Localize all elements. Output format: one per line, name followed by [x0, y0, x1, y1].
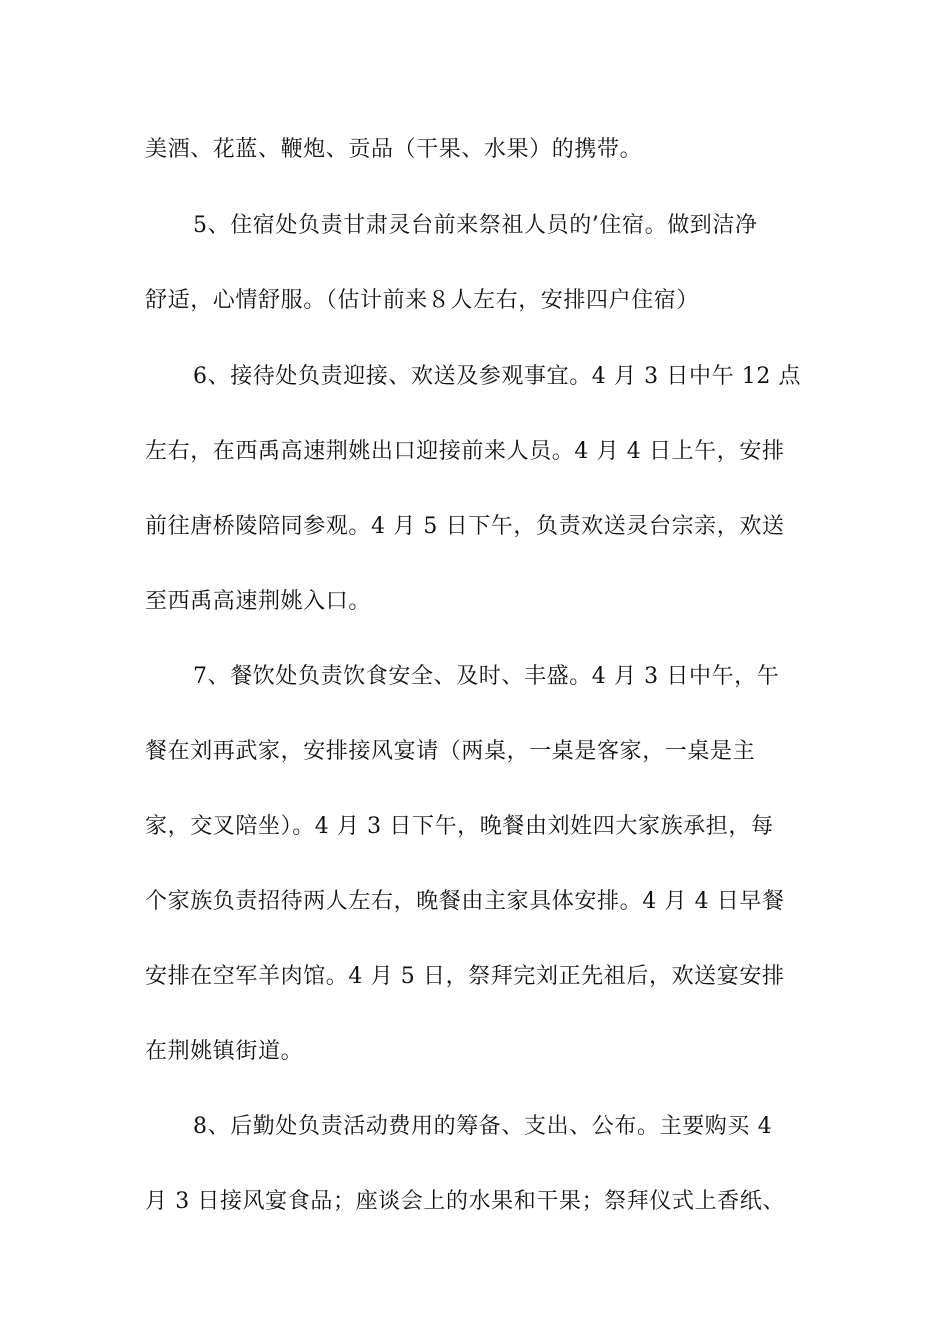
paragraph-6-start: 6、接待处负责迎接、欢送及参观事宜。4 月 3 日中午 12 点 — [193, 364, 802, 389]
text-line: 舒适，心情舒服。（估计前来８人左右，安排四户住宿） — [145, 288, 700, 313]
text-line: 安排在空军羊肉馆。4 月 5 日，祭拜完刘正先祖后，欢送宴安排 — [145, 964, 785, 989]
paragraph-5-start: 5、住宿处负责甘肃灵台前来祭祖人员的’住宿。做到洁净 — [193, 213, 758, 238]
text-line: 左右，在西禹高速荆姚出口迎接前来人员。4 月 4 日上午，安排 — [145, 439, 785, 464]
text-line: 在荆姚镇街道。 — [145, 1039, 304, 1064]
paragraph-8-start: 8、后勤处负责活动费用的筹备、支出、公布。主要购买 4 — [193, 1114, 773, 1139]
text-line: 至西禹高速荆姚入口。 — [145, 589, 372, 614]
text-line: 前往唐桥陵陪同参观。4 月 5 日下午，负责欢送灵台宗亲，欢送 — [145, 514, 785, 539]
text-line: 餐在刘再武家，安排接风宴请（两桌，一桌是客家，一桌是主 — [145, 739, 756, 764]
paragraph-7-start: 7、餐饮处负责饮食安全、及时、丰盛。4 月 3 日中午，午 — [193, 664, 780, 689]
text-line: 美酒、花蓝、鞭炮、贡品（干果、水果）的携带。 — [145, 137, 643, 162]
text-line: 月 3 日接风宴食品；座谈会上的水果和干果；祭拜仪式上香纸、 — [145, 1189, 785, 1214]
text-line: 家，交叉陪坐）。4 月 3 日下午，晚餐由刘姓四大家族承担，每 — [145, 814, 774, 839]
text-line: 个家族负责招待两人左右，晚餐由主家具体安排。4 月 4 日早餐 — [145, 889, 785, 914]
